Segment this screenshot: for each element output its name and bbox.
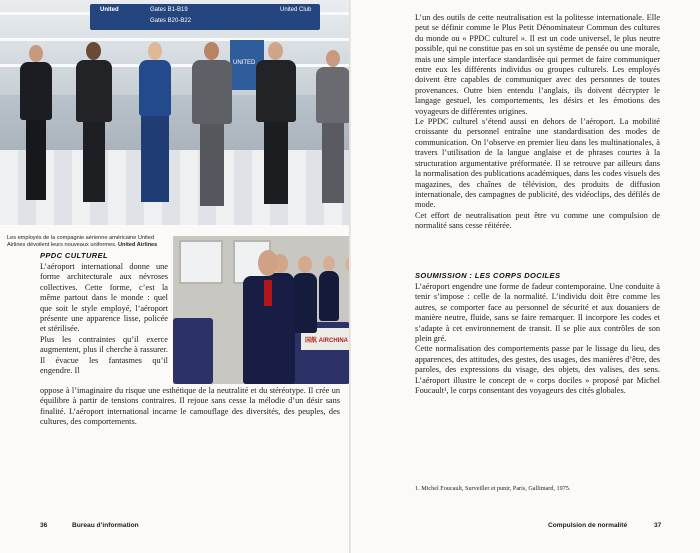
united-banner: UNITED — [230, 40, 264, 90]
paragraph: L’aéroport international donne une forme architecturale aux névroses collectives. Cette forme, c’est la même partout dans le monde : quel que soit le style employé, l’aéroport présente une apparence lisse, policée et stérilisée. — [40, 262, 168, 334]
paragraph: Cette normalisation des comportements passe par le lissage du lieu, des apparences, des attitudes, des gestes, des usages, des manières d’être, des paroles, des expressions du visage, des objets, des valises, des sens. L’aéroport illustre le concept de « corps dociles » proposé par Michel Foucault¹, le corps consentant des voyageurs des cités globales. — [415, 344, 660, 396]
running-head-right: Compulsion de normalité — [548, 522, 628, 529]
paragraph: Cet effort de neutralisation peut être vu comme une compulsion de normalité sans cesse réitérée. — [415, 210, 660, 231]
air-china-crew-photo — [173, 236, 350, 384]
air-china-cover-text: 国航 AIRCHINA — [305, 338, 348, 344]
page-number-left: 36 — [40, 522, 48, 529]
gate-sign: United Gates B1-B19 Gates B20-B22 United Club — [90, 4, 320, 30]
right-column-bottom — [415, 282, 660, 396]
paragraph: oppose à l’imaginaire du risque une esthétique de la neutralité et du stéréotype. Il crée un équilibre à partir de tensions contraires. Il rejoue sans cesse la mélodie d’un désir sans finalité. L’aéroport international incarne le camouflage des diversités, des peuples, des cultures, des comportements. — [40, 386, 340, 427]
left-column-wide — [40, 386, 340, 428]
paragraph: L’un des outils de cette neutralisation est la politesse internationale. Elle peut se définir comme le Plus Petit Dénominateur Commun des cultures du monde ou « PPDC culturel ». Il est un code universel, le plus neutre possible, qui ne constitue pas en soi un système de pensée ou une morale, mais une simple interface standardisée qui permet de faire communiquer entre eux les différents individus ou groupes culturels. Les employés doivent être capables de communiquer avec des personnes de toutes provenances. Outre bien entendu l’anglais, ils doivent décrypter le langage gestuel, les comportements, les désirs et les émotions des voyageurs de différentes origines. — [415, 13, 660, 116]
photo-caption: Les employés de la compagnie aérienne américaine United Airlines dévoilent leurs nouveaux uniformes. United Airlines — [7, 234, 158, 248]
airport-crew-photo — [0, 0, 350, 225]
paragraph: Plus les contraintes qu’il exerce augmentent, plus il cherche à rassurer. Il évacue les fantasmes qu’il engendre. Il — [40, 334, 168, 376]
footnote: 1. Michel Foucault, Surveiller et punir, Paris, Gallimard, 1975. — [415, 485, 571, 492]
right-column-top — [415, 13, 660, 232]
section-title-ppdc: PPDC CULTUREL — [40, 251, 108, 260]
section-title-soumission: SOUMISSION : LES CORPS DOCILES — [415, 271, 561, 280]
page-number-right: 37 — [654, 522, 662, 529]
paragraph: Le PPDC culturel s’étend aussi en dehors de l’aéroport. La mobilité croissante du personnel entraîne une standardisation des modes de communication. On l’observe en premier lieu dans les multinationales, à travers l’utilisation de la langue anglaise et de phrases courtes à la structuration argumentative préformatée. Il se retrouve par ailleurs dans la normalisation des publications académiques, dans les codes visuels des magazines, des chaînes de télévision, des produits de diffusion internationale, des campagnes de publicité, des vidéoclips, des défilés de mode. — [415, 117, 660, 210]
paragraph: L’aéroport engendre une forme de fadeur contemporaine. Une conduite à tenir s’impose : celle de la normalité. L’individu doit être comme les autres, se comporter face au personnel de sécurité et aux douaniers de manière neutre, fluide, sans se faire remarquer. Il incorpore les codes et s’adapte à cet environnement de transit. Il se plie aux contrôles de son plein gré. — [415, 282, 660, 344]
left-column-narrow — [40, 262, 168, 376]
running-head-left: Bureau d’information — [72, 522, 139, 529]
photo-credit: United Airlines — [118, 241, 158, 248]
